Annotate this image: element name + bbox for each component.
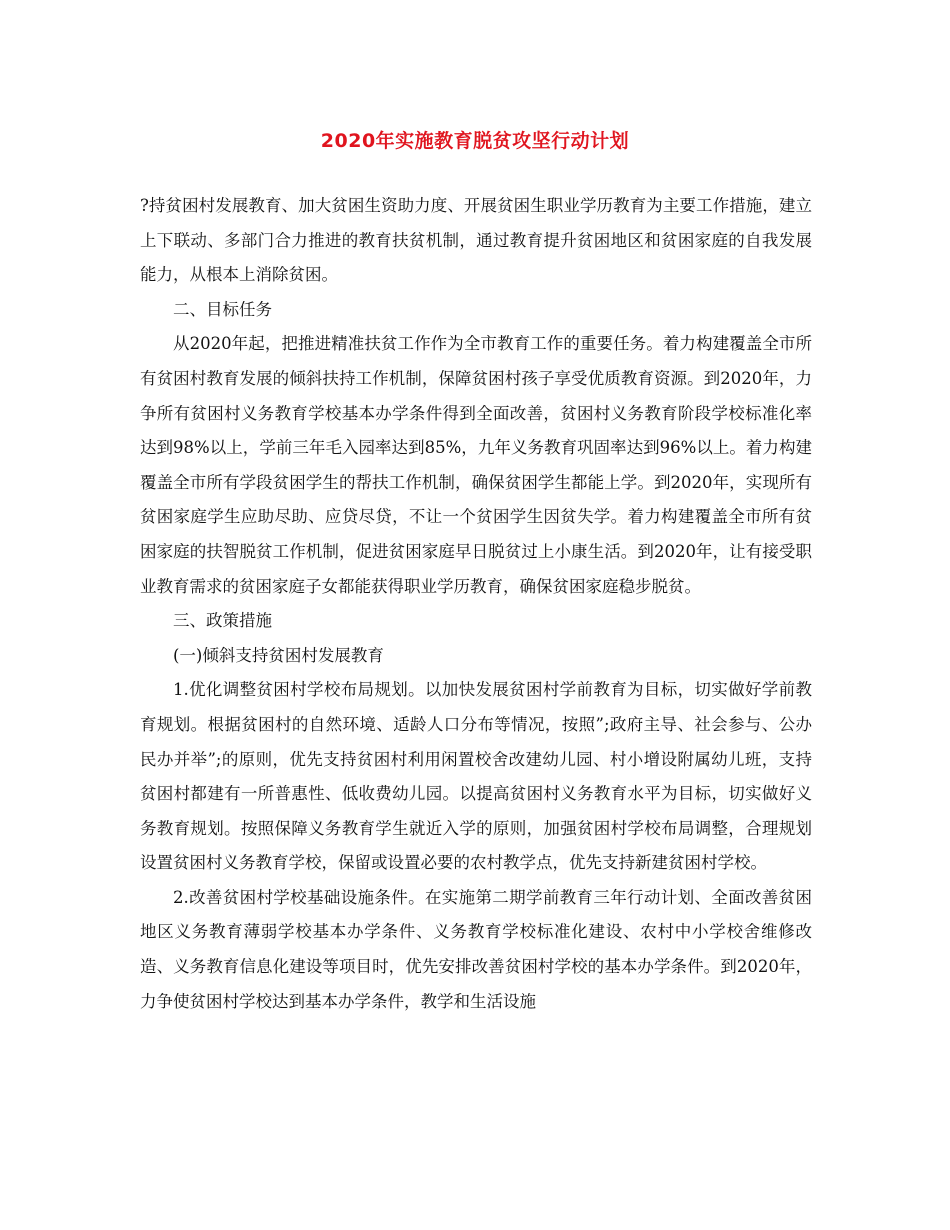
- subsection-heading: (一)倾斜支持贫困村发展教育: [173, 645, 384, 665]
- paragraph: 2.改善贫困村学校基础设施条件。在实施第二期学前教育三年行动计划、全面改善贫困地区义务教育薄弱学校基本办学条件、义务教育学校标准化建设、农村中小学校舍维修改造、义务教育信息化建设等项目时，优先安排改善贫困村学校的基本办学条件。到2020年，力争使贫困村学校达到基本办学条件，教学和生活设施: [140, 887, 812, 1011]
- paragraph: 从2020年起，把推进精准扶贫工作作为全市教育工作的重要任务。着力构建覆盖全市所有贫困村教育发展的倾斜扶持工作机制，保障贫困村孩子享受优质教育资源。到2020年，力争所有贫困村义务教育学校基本办学条件得到全面改善，贫困村义务教育阶段学校标准化率达到98%以上，学前三年毛入园率达到85%，九年义务教育巩固率达到96%以上。着力构建覆盖全市所有学段贫困学生的帮扶工作机制，确保贫困学生都能上学。到2020年，实现所有贫困家庭学生应助尽助、应贷尽贷，不让一个贫困学生因贫失学。着力构建覆盖全市所有贫困家庭的扶智脱贫工作机制，促进贫困家庭早日脱贫过上小康生活。到2020年，让有接受职业教育需求的贫困家庭子女都能获得职业学历教育，确保贫困家庭稳步脱贫。: [140, 334, 812, 596]
- paragraph: 1.优化调整贫困村学校布局规划。以加快发展贫困村学前教育为目标，切实做好学前教育规划。根据贫困村的自然环境、适龄人口分布等情况，按照”;政府主导、社会参与、公办民办并举”;的原则，优先支持贫困村利用闲置校舍改建幼儿园、村小增设附属幼儿班，支持贫困村都建有一所普惠性、低收费幼儿园。以提高贫困村义务教育水平为目标，切实做好义务教育规划。按照保障义务教育学生就近入学的原则，加强贫困村学校布局调整，合理规划设置贫困村义务教育学校，保留或设置必要的农村教学点，优先支持新建贫困村学校。: [140, 680, 812, 873]
- paragraph: ?持贫困村发展教育、加大贫困生资助力度、开展贫困生职业学历教育为主要工作措施，建立上下联动、多部门合力推进的教育扶贫机制，通过教育提升贫困地区和贫困家庭的自我发展能力，从根本上消除贫困。: [140, 196, 812, 285]
- section-heading-goals: 二、目标任务: [173, 299, 272, 319]
- document-body: [140, 189, 812, 1019]
- section-heading-policy: 三、政策措施: [173, 611, 272, 631]
- document-title: 2020年实施教育脱贫攻坚行动计划: [320, 130, 630, 152]
